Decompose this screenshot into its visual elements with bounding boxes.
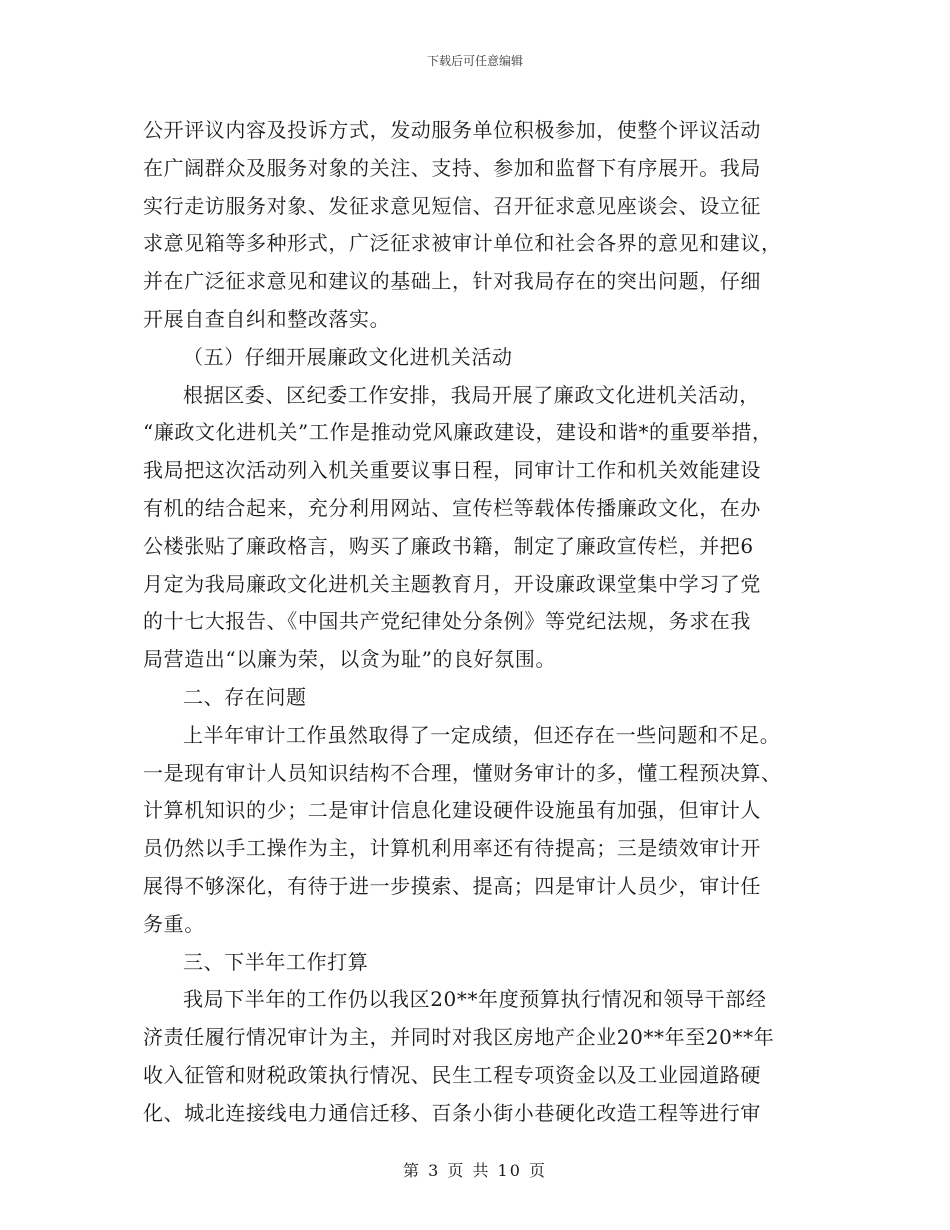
document-body <box>143 112 823 1133</box>
page-header: 下载后可任意编辑 <box>426 54 523 68</box>
text-line: 在广阔群众及服务对象的关注、支持、参加和监督下有序展开。我局 <box>143 155 761 180</box>
text-line: 我局下半年的工作仍以我区20**年度预算执行情况和领导干部经 <box>183 987 767 1012</box>
text-line: 济责任履行情况审计为主，并同时对我区房地产企业20**年至20**年 <box>143 1025 775 1050</box>
text-line: 公开评议内容及投诉方式，发动服务单位积极参加，使整个评议活动 <box>143 118 761 142</box>
text-line: “廉政文化进机关”工作是推动党风廉政建设，建设和谐*的重要举措， <box>143 420 773 445</box>
text-line: 收入征管和财税政策执行情况、民生工程专项资金以及工业园道路硬 <box>143 1062 761 1087</box>
section-heading: 三、下半年工作打算 <box>183 949 369 974</box>
text-line: 化、城北连接线电力通信迁移、百条小街小巷硬化改造工程等进行审 <box>143 1100 761 1125</box>
text-line: 一是现有审计人员知识结构不合理，懂财务审计的多，懂工程预决算、 <box>143 760 782 785</box>
section-heading: （五）仔细开展廉政文化进机关活动 <box>183 344 513 369</box>
text-line: 月定为我局廉政文化进机关主题教育月，开设廉政课堂集中学习了党 <box>143 571 761 596</box>
text-line: 员仍然以手工操作为主，计算机利用率还有待提高；三是绩效审计开 <box>143 836 761 861</box>
text-line: 实行走访服务对象、发征求意见短信、召开征求意见座谈会、设立征 <box>143 193 761 218</box>
text-line: 并在广泛征求意见和建议的基础上，针对我局存在的突出问题，仔细 <box>143 269 761 294</box>
section-heading: 二、存在问题 <box>183 684 307 709</box>
page-number: 第 3 页 共 10 页 <box>403 1161 547 1180</box>
text-line: 展得不够深化，有待于进一步摸索、提高；四是审计人员少，审计任 <box>143 873 761 898</box>
text-line: 公楼张贴了廉政格言，购买了廉政书籍，制定了廉政宣传栏，并把6 <box>143 533 754 558</box>
text-line: 有机的结合起来，充分利用网站、宣传栏等载体传播廉政文化，在办 <box>143 495 761 520</box>
text-line: 求意见箱等多种形式，广泛征求被审计单位和社会各界的意见和建议， <box>143 231 782 256</box>
text-line: 的十七大报告、《中国共产党纪律处分条例》等党纪法规，务求在我 <box>143 609 751 634</box>
text-line: 上半年审计工作虽然取得了一定成绩，但还存在一些问题和不足。 <box>183 722 781 747</box>
text-line: 开展自查自纠和整改落实。 <box>143 306 391 331</box>
text-line: 根据区委、区纪委工作安排，我局开展了廉政文化进机关活动， <box>183 382 760 407</box>
text-line: 我局把这次活动列入机关重要议事日程，同审计工作和机关效能建设 <box>143 458 761 483</box>
text-line: 计算机知识的少；二是审计信息化建设硬件设施虽有加强，但审计人 <box>143 798 761 823</box>
text-line: 务重。 <box>143 911 205 936</box>
text-line: 局营造出“以廉为荣，以贪为耻”的良好氛围。 <box>143 647 557 672</box>
